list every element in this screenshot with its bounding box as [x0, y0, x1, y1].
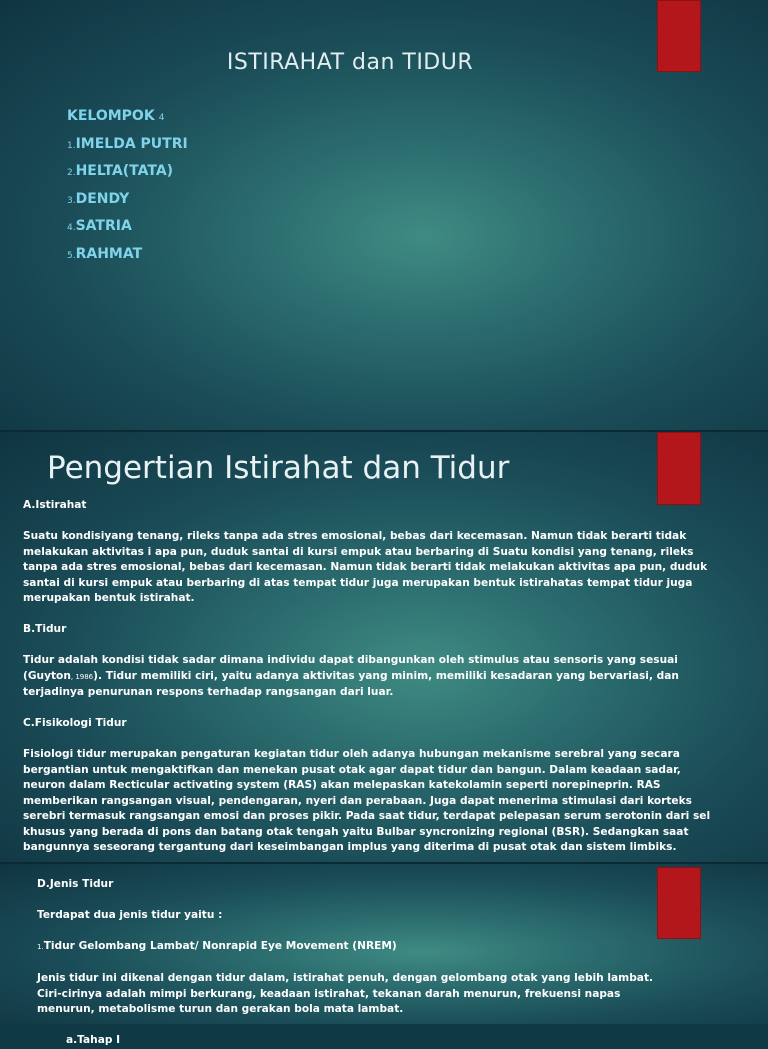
- slide-definition: [0, 432, 768, 862]
- slide-sleep-types: [0, 864, 768, 1046]
- slide-title: [0, 0, 768, 430]
- paragraph-tidur: Tidur adalah kondisi tidak sadar dimana individu dapat dibangunkan oleh stimulus atau sensoris yang sesuai (Guyton, 1986). Tidur memiliki ciri, yaitu adanya aktivitas yang minim, memiliki kesadaran yang bervariasi, dan terjadinya penurunan respons terhadap rangsangan dari luar.: [23, 654, 679, 698]
- member-item: 4.SATRIA: [67, 218, 132, 234]
- slide-body: [23, 498, 723, 856]
- paragraph-istirahat: Suatu kondisiyang tenang, rileks tanpa ada stres emosional, bebas dari kecemasan. Namun tidak berarti tidak melakukan aktivitas i apa pun, duduk santai di kursi empuk atau berbaring di Suatu kondisi yang tenang, rileks tanpa ada stres emosional, bebas dari kecemasan. Namun tidak berarti tidak melakukan aktivitas apa pun, duduk santai di kursi empuk atau berbaring di atas tempat tidur juga merupakan bentuk istirahatas tempat tidur juga merupakan bentuk istirahat.: [23, 530, 708, 604]
- member-item: 5.RAHMAT: [67, 245, 143, 262]
- intro-text: Terdapat dua jenis tidur yaitu :: [37, 909, 223, 921]
- paragraph-nrem: Jenis tidur ini dikenal dengan tidur dalam, istirahat penuh, dengan gelombang otak yang lebih lambat. Ciri-cirinya adalah mimpi berkurang, keadaan istirahat, tekanan darah menurun, frekuensi napas menurun, metabolisme turun dan gerakan bola mata lambat.: [37, 972, 654, 1015]
- paragraph-fisiologi: Fisiologi tidur merupakan pengaturan kegiatan tidur oleh adanya hubungan mekanisme serebral yang secara bergantian untuk mengaktifkan dan menekan pusat otak agar dapat tidur dan bangun. Dalam keadaan sadar, neuron dalam Recticular activating system (RAS) akan melepaskan katekolamin seperti norepineprin. RAS memberikan rangsangan visual, pendengaran, nyeri dan perabaan. Juga dapat menerima stimulasi dari korteks serebri termasuk rangsangan emosi dan proses pikir. Pada saat tidur, terdapat pelepasan serum serotonin dari sel khusus yang berada di pons dan batang otak tengah yaitu Bulbar syncronizing regional (BSR). Sedangkan saat bangunnya seseorang tergantung dari keseimbangan implus yang diterima di pusat otak dan sistem limbiks.: [23, 748, 711, 853]
- section-heading-istirahat: A.Istirahat: [23, 499, 87, 511]
- list-item-nrem: 1.Tidur Gelombang Lambat/ Nonrapid Eye Movement (NREM): [37, 940, 397, 952]
- group-label: KELOMPOK 4: [67, 108, 165, 124]
- group-list: [67, 107, 188, 272]
- sub-item-tahap-1: a.Tahap I: [66, 1034, 121, 1046]
- member-item: 1.IMELDA PUTRI: [67, 135, 188, 152]
- accent-bar: [657, 867, 701, 939]
- slide-title-heading: ISTIRAHAT dan TIDUR: [226, 50, 474, 75]
- member-item: 2.HELTA(TATA): [67, 163, 174, 179]
- section-heading-jenis: D.Jenis Tidur: [37, 878, 114, 890]
- slide-heading: Pengertian Istirahat dan Tidur: [47, 450, 510, 486]
- slide-body: [37, 877, 657, 1049]
- member-item: 3.DENDY: [67, 190, 130, 207]
- section-heading-tidur: B.Tidur: [23, 623, 67, 635]
- accent-bar: [657, 432, 701, 505]
- section-heading-fisiologi: C.Fisikologi Tidur: [23, 717, 127, 729]
